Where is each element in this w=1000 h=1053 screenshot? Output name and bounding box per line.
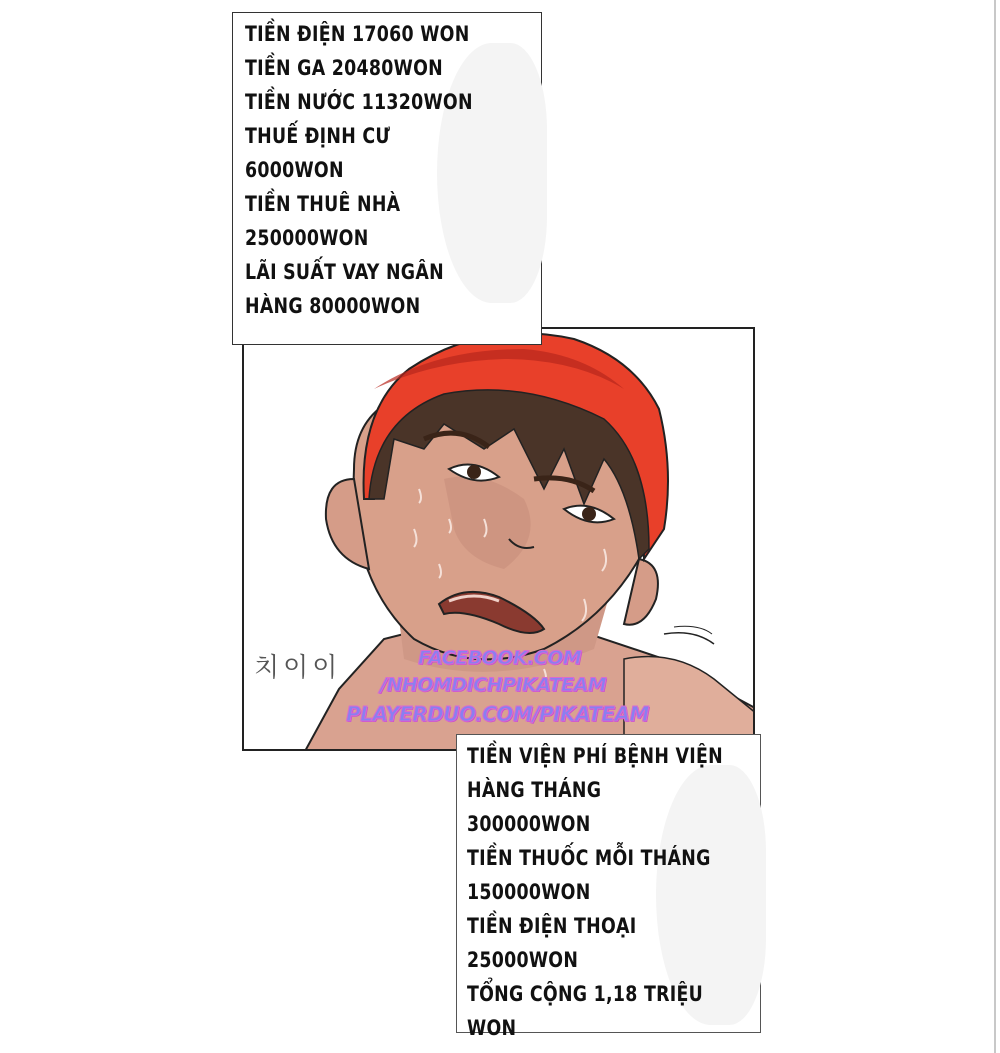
comic-panel <box>242 327 755 751</box>
caption-line: TỔNG CỘNG 1,18 TRIỆU <box>467 982 704 1006</box>
caption-line: THUẾ ĐỊNH CƯ <box>245 124 391 148</box>
caption-line: TIỀN VIỆN PHÍ BỆNH VIỆN <box>467 744 723 768</box>
watermark-line-3: PLAYERDUO.COM/PIKATEAM <box>346 702 649 726</box>
caption-line: HÀNG THÁNG <box>467 778 602 802</box>
caption-line: 150000WON <box>467 880 591 904</box>
caption-line: TIỀN ĐIỆN THOẠI <box>467 914 637 938</box>
watermark-line-2: /NHOMDICHPIKATEAM <box>380 674 607 696</box>
page-edge <box>994 0 996 1053</box>
caption-line: 250000WON <box>245 226 369 250</box>
caption-line: HÀNG 80000WON <box>245 294 421 318</box>
caption-box-expenses-bottom <box>456 734 761 1040</box>
caption-line: TIỀN NƯỚC 11320WON <box>245 90 473 114</box>
caption-box-expenses-top <box>232 12 542 345</box>
caption-line: 25000WON <box>467 948 579 972</box>
caption-line: 6000WON <box>245 158 344 182</box>
watermark-line-1: FACEBOOK.COM <box>418 647 582 669</box>
caption-line: LÃI SUẤT VAY NGÂN <box>245 260 444 284</box>
caption-line: WON <box>467 1016 517 1040</box>
caption-line: TIỀN THUỐC MỖI THÁNG <box>467 846 711 870</box>
sound-effect-text: 치이이 <box>254 653 342 683</box>
caption-line: TIỀN GA 20480WON <box>245 56 443 80</box>
caption-line: TIỀN ĐIỆN 17060 WON <box>245 22 470 46</box>
caption-line: TIỀN THUÊ NHÀ <box>245 192 401 216</box>
caption-line: 300000WON <box>467 812 591 836</box>
